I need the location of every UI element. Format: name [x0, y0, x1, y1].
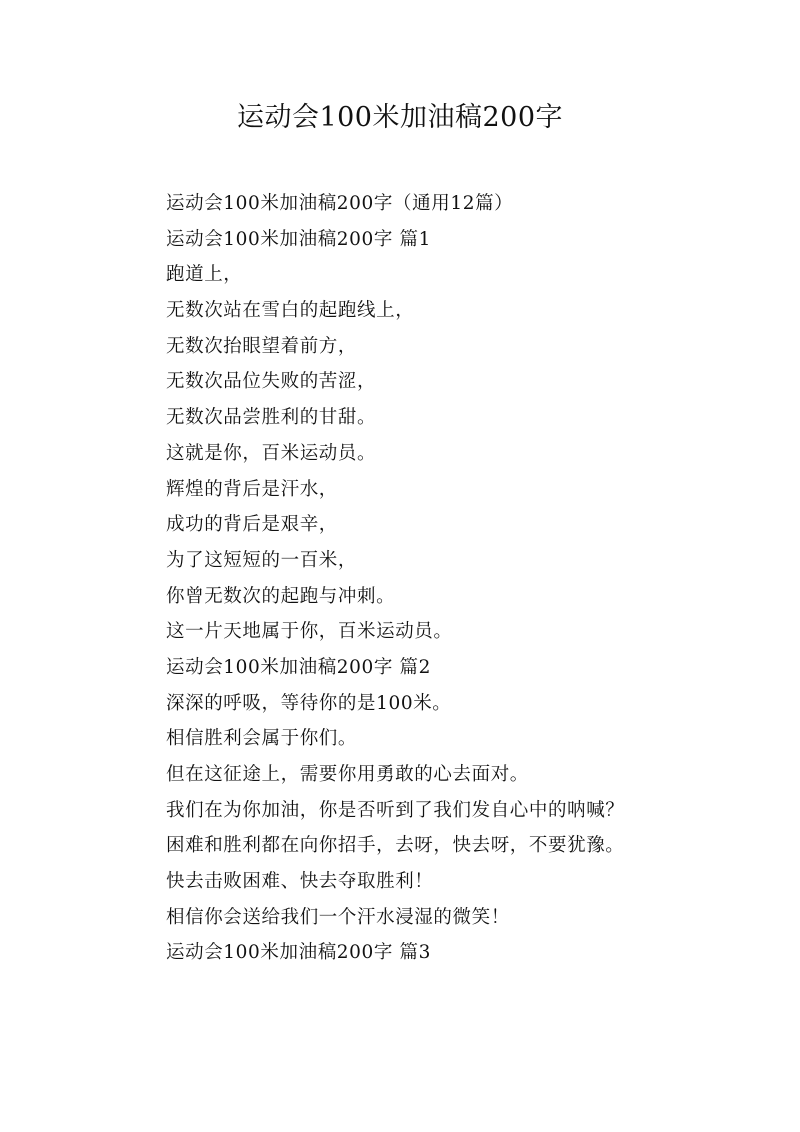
text-line: 相信你会送给我们一个汗水浸湿的微笑！: [166, 906, 510, 928]
text-line: 跑道上，: [166, 264, 243, 286]
text-line: 无数次品位失败的苦涩，: [166, 371, 377, 393]
text-line: 成功的背后是艰辛，: [166, 514, 338, 536]
section-heading: 运动会100米加油稿200字 篇3: [166, 942, 431, 964]
text-line: 相信胜利会属于你们。: [166, 728, 358, 750]
section-heading: 运动会100米加油稿200字 篇1: [166, 228, 431, 250]
text-line: 快去击败困难、快去夺取胜利！: [166, 871, 434, 893]
document-body: [166, 186, 786, 971]
text-line: 但在这征途上，需要你用勇敢的心去面对。: [166, 764, 529, 785]
text-line: 我们在为你加油，你是否听到了我们发自心中的呐喊？: [166, 799, 625, 821]
text-line: 无数次抬眼望着前方，: [166, 335, 358, 357]
text-line: 无数次品尝胜利的甘甜。: [166, 407, 377, 429]
text-line: 辉煌的背后是汗水，: [166, 478, 338, 500]
text-line: 为了这短短的一百米，: [166, 549, 358, 571]
text-line: 无数次站在雪白的起跑线上，: [166, 300, 415, 322]
text-line: 深深的呼吸，等待你的是100米。: [166, 692, 452, 714]
text-line: 你曾无数次的起跑与冲刺。: [166, 585, 396, 607]
text-line: 这一片天地属于你，百米运动员。: [166, 621, 453, 643]
text-line: 困难和胜利都在向你招手，去呀，快去呀，不要犹豫。: [166, 835, 625, 857]
text-line: 运动会100米加油稿200字（通用12篇）: [166, 193, 514, 214]
section-heading: 运动会100米加油稿200字 篇2: [166, 656, 431, 678]
document-title: 运动会100米加油稿200字: [236, 102, 564, 133]
text-line: 这就是你，百米运动员。: [166, 442, 377, 464]
